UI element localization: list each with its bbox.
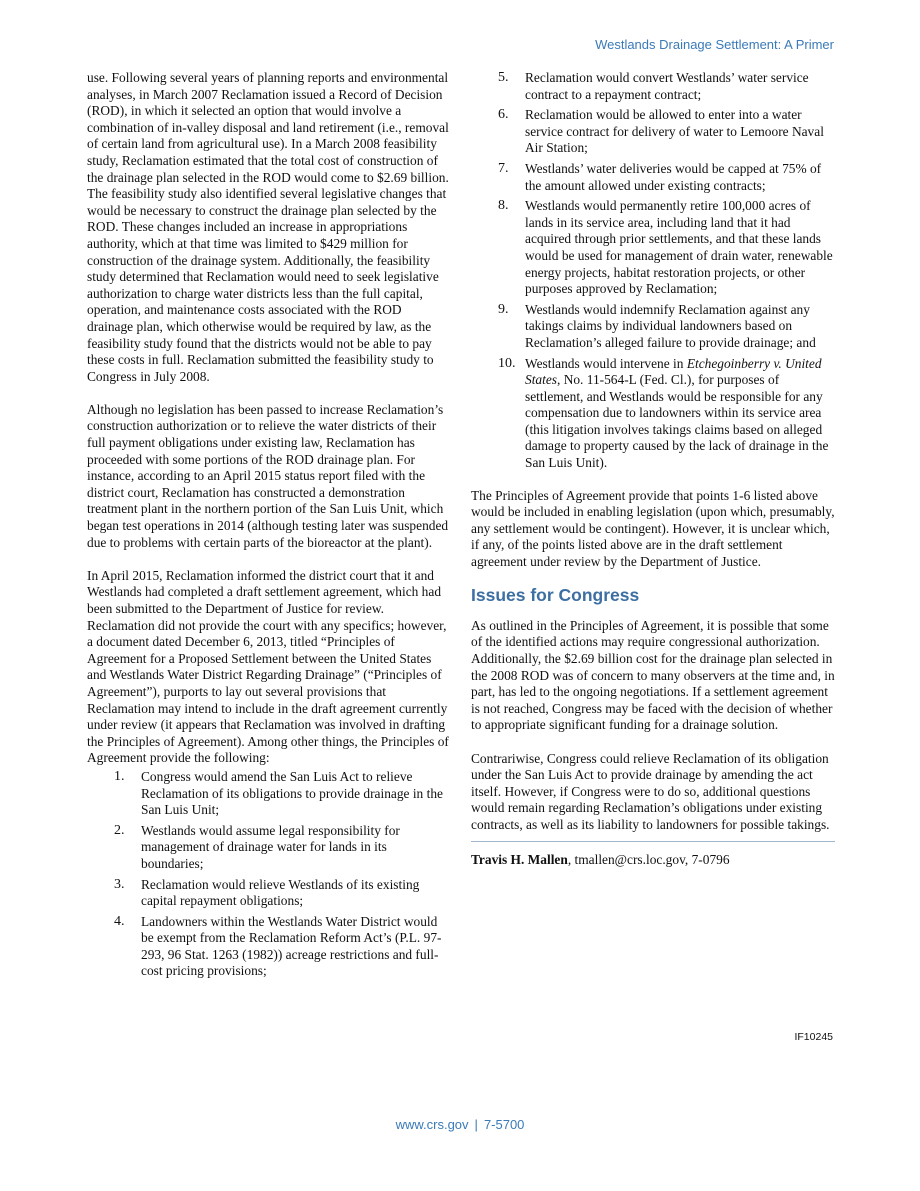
product-code: IF10245 [794, 1031, 833, 1043]
list-item: 10. Westlands would intervene in Etchegoinberry v. United States, No. 11-564-L (Fed. Cl.), for purposes of settlement, and Westlands would be responsible for any compensation due to landowners within its service area (this litigation involves takings claims based on alleged damage to property caused by the lack of drainage in the San Luis Unit). [498, 355, 829, 471]
paragraph: Although no legislation has been passed to increase Reclamation’s construction authorization or to relieve the water districts of their full payment obligations under existing law, Reclamation has proceeded with some portions of the ROD drainage plan. For instance, according to an April 2015 status report filed with the district court, Reclamation has constructed a demonstration treatment plant in the northern portion of the San Luis Unit, which began test operations in 2014 (although testing later was suspended due to problems with certain parts of the bioreactor at the plant). [87, 401, 449, 550]
divider [471, 841, 835, 842]
list-item: 5. Reclamation would convert Westlands’ water service contract to a repayment contract; [498, 70, 809, 102]
section-heading: Issues for Congress [471, 585, 640, 606]
footer-phone: 7-5700 [483, 1117, 525, 1132]
paragraph: As outlined in the Principles of Agreement, it is possible that some of the identified actions may require congressional authorization. Additionally, the $2.69 billion cost for the drainage plan selected in the 2008 ROD was of concern to many observers at the time and, in part, has led to the ongoing negotiations. If a settlement agreement is not reached, Congress may be faced with the decision of whether to appropriate significant funding for a drainage solution. [471, 617, 835, 733]
author-name: Travis H. Mallen [471, 851, 568, 867]
paragraph: Contrariwise, Congress could relieve Reclamation of its obligation under the San Luis Act to provide drainage by amending the act itself. However, if Congress were to do so, additional questions would remain regarding Reclamation’s obligations under existing contracts, as well as its liability to landowners for possible takings. [471, 750, 830, 832]
list-item: 7. Westlands’ water deliveries would be capped at 75% of the amount allowed under existing contracts; [498, 160, 822, 193]
list-item: 6. Reclamation would be allowed to enter into a water service contract for delivery of water to Lemoore Naval Air Station; [498, 107, 824, 156]
paragraph: The Principles of Agreement provide that points 1-6 listed above would be included in enabling legislation (upon which, presumably, any settlement would be contingent). However, it is unclear which, if any, of the points listed above are in the draft settlement agreement under review by the Department of Justice. [471, 487, 835, 570]
list-item: 9. Westlands would indemnify Reclamation against any takings claims by individual landowners based on Reclamation’s alleged failure to provide drainage; and [498, 301, 816, 350]
agreement-list-continued [471, 70, 835, 472]
agreement-list [87, 769, 450, 980]
left-column [87, 70, 450, 984]
list-item: 3. Reclamation would relieve Westlands of its existing capital repayment obligations; [114, 876, 420, 909]
list-item: 4. Landowners within the Westlands Water District would be exempt from the Reclamation Reform Act’s (P.L. 97-293, 96 Stat. 1263 (1982)) acreage restrictions and full-cost pricing provisions; [114, 913, 442, 979]
author-contact: , tmallen@crs.loc.gov, 7-0796 [567, 851, 730, 867]
right-column [471, 70, 835, 868]
author-line [471, 852, 835, 869]
list-item: 2. Westlands would assume legal responsibility for management of drainage water for lands in its boundaries; [114, 822, 400, 871]
paragraph: use. Following several years of planning reports and environmental analyses, in March 2007 Reclamation issued a Record of Decision (ROD), in which it selected an option that would involve a combination of in-valley disposal and land retirement (i.e., removal of certain land from agricultural use). In a March 2008 feasibility study, Reclamation estimated that the total cost of construction of the drainage plan selected in the ROD would come to $2.69 billion. The feasibility study also identified several legislative changes that would be necessary to construct the drainage plan selected by the ROD. These changes included an increase in appropriations authority, which at that time was limited to $429 million for construction of the drainage system. Additionally, the feasibility study determined that Reclamation would need to seek legislative authorization to charge water districts less than the full capital, operation, and maintenance costs associated with the ROD drainage plan, which otherwise would be required by law, as the feasibility study found that the districts would not be able to pay these costs in full. Reclamation submitted the feasibility study to Congress in July 2008. [87, 70, 449, 384]
footer-site-link[interactable]: www.crs.gov [395, 1117, 469, 1132]
case-name: Etchegoinberry v. United States [525, 355, 822, 388]
paragraph: In April 2015, Reclamation informed the district court that it and Westlands had completed a draft settlement agreement, which had been submitted to the Department of Justice for review. Reclamation did not provide the court with any specifics; however, a document dated December 6, 2013, titled “Principles of Agreement for a Proposed Settlement between the United States and Westlands Water District Regarding Drainage” (“Principles of Agreement”), purports to lay out several provisions that Reclamation may intend to include in the draft agreement currently under review (it appears that Reclamation was involved in drafting the Principles of Agreement). Among other things, the Principles of Agreement provide the following: [87, 567, 449, 766]
footer-separator: | [474, 1117, 478, 1132]
running-header: Westlands Drainage Settlement: A Primer [595, 37, 834, 52]
list-item: 8. Westlands would permanently retire 100,000 acres of lands in its service area, including land that it had acquired through prior settlements, and that these lands would be used for management of drain water, renewable energy projects, habitat restoration projects, or other purposes approved by Reclamation; [498, 198, 833, 297]
page-footer [0, 1117, 920, 1132]
list-item: 1. Congress would amend the San Luis Act to relieve Reclamation of its obligations to provide drainage in the San Luis Unit; [114, 768, 443, 818]
